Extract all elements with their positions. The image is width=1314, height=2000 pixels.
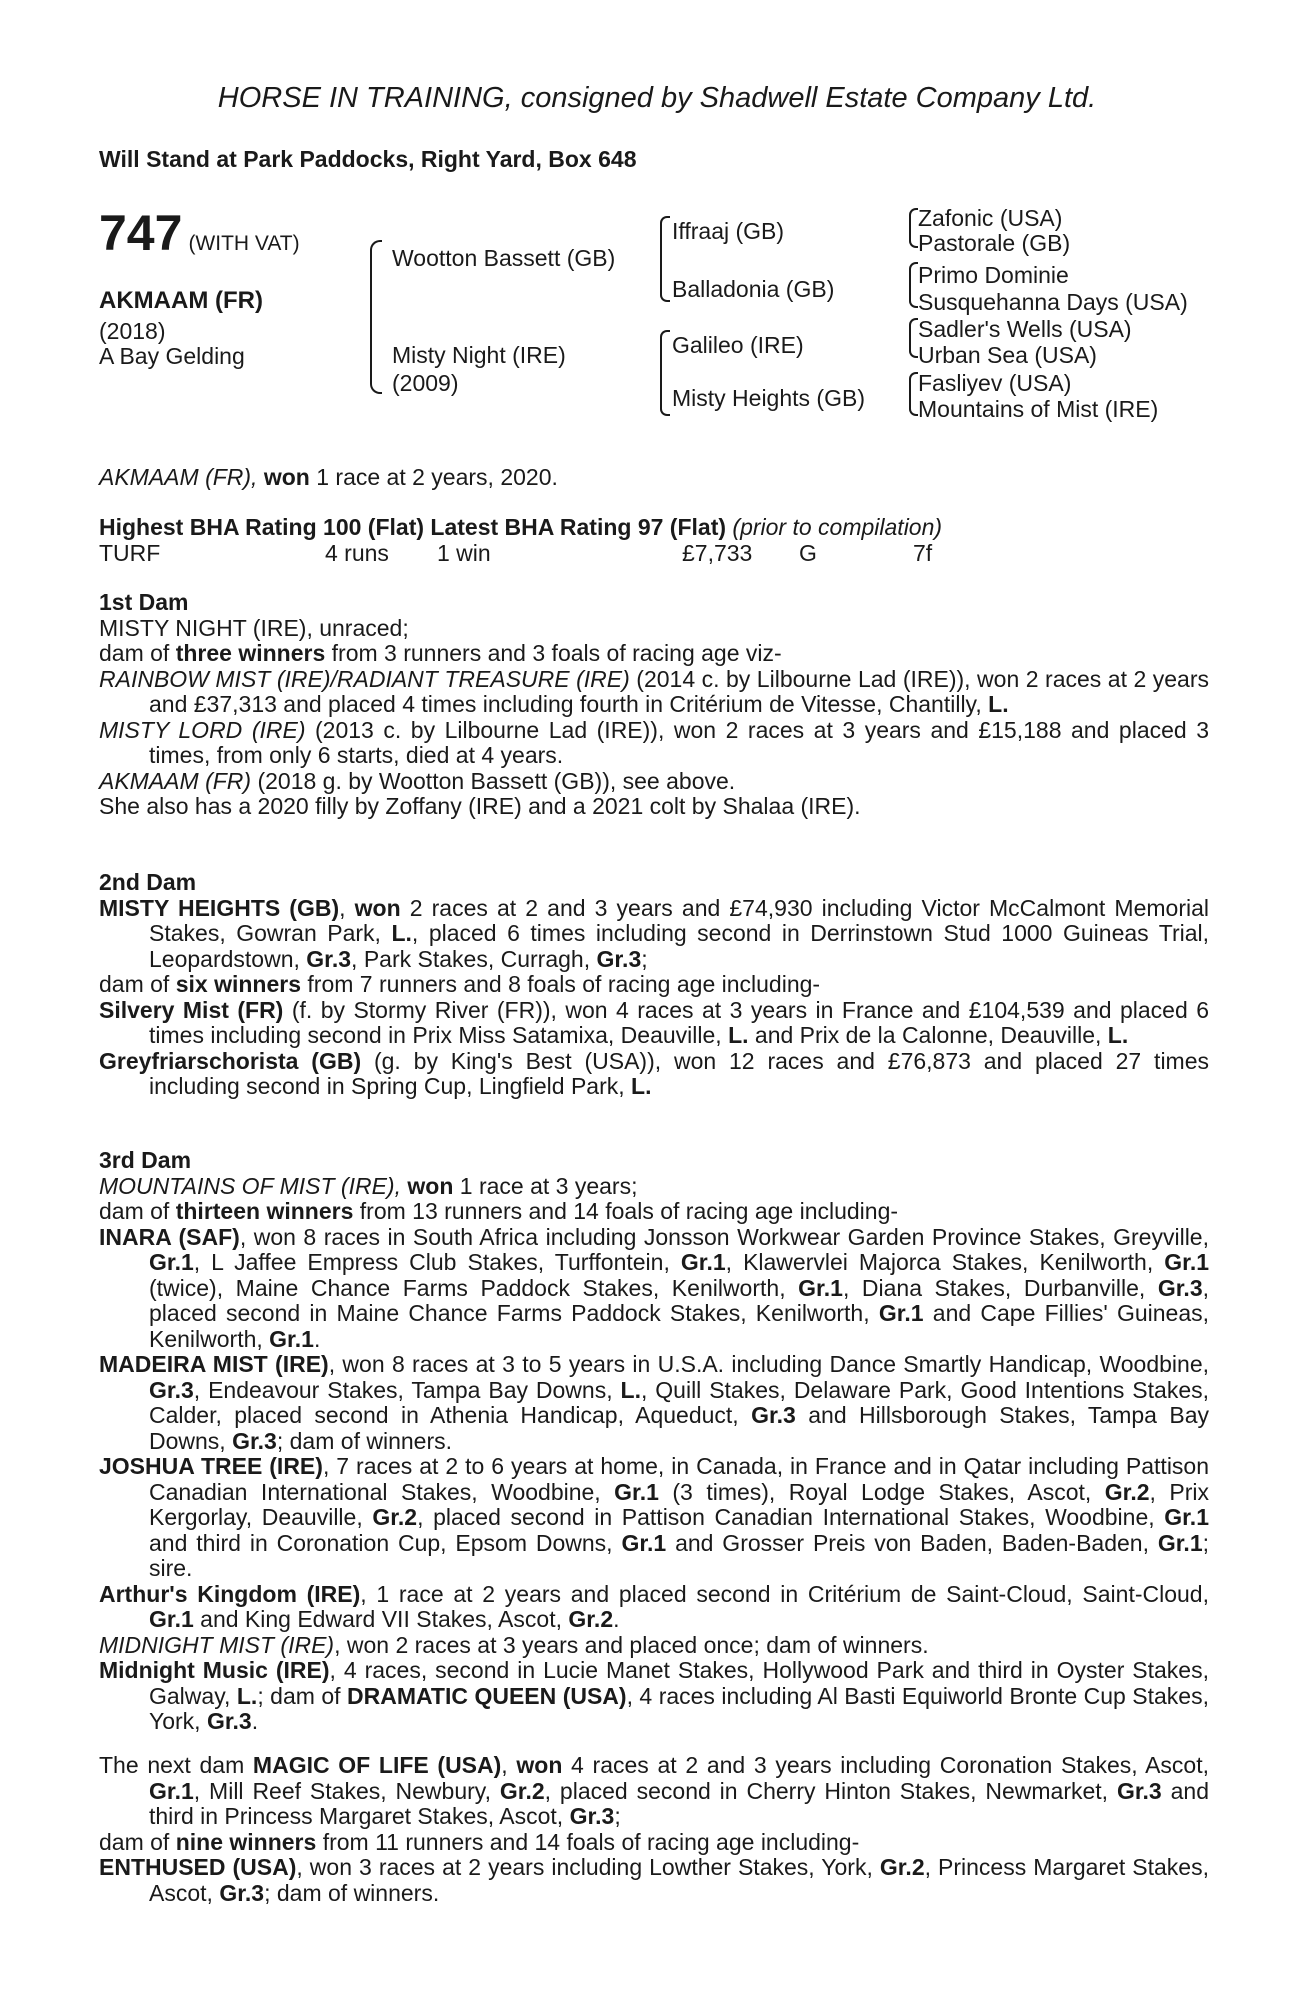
pedigree-brace-4: [909, 372, 918, 416]
text-run: ; dam of winners.: [276, 1427, 452, 1454]
text-run: three winners: [175, 640, 326, 666]
text-run: Gr.1: [1164, 1249, 1210, 1275]
pedigree-sire-sire: Iffraaj (GB): [672, 218, 785, 244]
pedigree-sdd: Susquehanna Days (USA): [918, 289, 1188, 315]
text-run: dam of: [99, 1198, 170, 1224]
paragraph: [99, 1352, 1209, 1454]
text-run: and King Edward VII Stakes, Ascot,: [193, 1606, 562, 1632]
text-run: MIDNIGHT MIST (IRE): [99, 1631, 335, 1658]
text-run: , won 3 races at 2 years including Lowther Stakes, York,: [296, 1854, 873, 1880]
text-run: L.: [236, 1682, 258, 1709]
text-run: Gr.1: [149, 1606, 194, 1632]
text-run: Gr.1: [614, 1478, 659, 1505]
pedigree-brace-main: [370, 240, 382, 394]
text-run: , won 8 races in South Africa including Jonsson Workwear Garden Province Stakes, Greyville,: [239, 1223, 1209, 1250]
turf-record: [99, 540, 999, 566]
turf-record-cell: G: [799, 540, 817, 566]
text-run: , placed 6 times including second in Derrinstown Stud 1000 Guineas Trial, Leopardstown,: [149, 920, 1210, 972]
text-run: , placed second in Maine Chance Farms Paddock Stakes, Kenilworth,: [149, 1274, 1210, 1326]
text-run: Midnight Music (IRE): [99, 1657, 330, 1683]
text-run: MADEIRA MIST (IRE): [99, 1351, 329, 1377]
race-summary: AKMAAM (FR), won 1 race at 2 years, 2020.: [99, 464, 558, 490]
text-run: (g. by King's Best (USA)), won 12 races and £76,873 and placed 27 times including second in Spring Cup, Lingfield Park,: [149, 1047, 1210, 1099]
text-run: ;: [641, 945, 648, 972]
text-run: dam of: [99, 1828, 170, 1855]
text-run: and Hillsborough Stakes, Tampa Bay Downs,: [149, 1402, 1209, 1454]
text-run: Gr.2: [1104, 1478, 1150, 1505]
text-run: from 13 runners and 14 foals of racing age including-: [359, 1198, 899, 1224]
text-run: Gr.2: [568, 1606, 614, 1632]
pedigree-brace-dam: [660, 330, 670, 416]
text-run: and third in Coronation Cup, Epsom Downs,: [149, 1529, 613, 1556]
pedigree-dss: Sadler's Wells (USA): [918, 316, 1132, 342]
text-run: ,: [501, 1752, 508, 1778]
paragraph: [99, 1225, 1209, 1353]
paragraph: [99, 1633, 1209, 1659]
text-run: ENTHUSED (USA): [99, 1854, 297, 1880]
text-run: , won 8 races at 3 to 5 years in U.S.A. including Dance Smartly Handicap, Woodbine,: [328, 1351, 1209, 1377]
paragraph: [99, 1658, 1209, 1735]
paragraph: [99, 1174, 1209, 1200]
consignment-heading: HORSE IN TRAINING, consigned by Shadwell Estate Company Ltd.: [217, 82, 1097, 114]
text-run: 2 races at 2 and 3 years and £74,930 including Victor McCalmont Memorial Stakes, Gowran Park,: [149, 894, 1209, 946]
text-run: RAINBOW MIST (IRE)/RADIANT TREASURE (IRE): [99, 665, 630, 692]
paragraph: [99, 972, 1209, 998]
pedigree-sds: Primo Dominie: [918, 262, 1069, 288]
text-run: nine winners: [175, 1828, 317, 1855]
text-run: and Prix de la Calonne, Deauville,: [754, 1022, 1102, 1048]
text-run: .: [251, 1708, 259, 1734]
text-run: Gr.3: [306, 945, 352, 972]
pedigree-ddd: Mountains of Mist (IRE): [918, 396, 1159, 422]
text-run: , 7 races at 2 to 6 years at home, in Canada, in France and in Qatar including Pattison Canadian International Stakes, Woodbine,: [149, 1453, 1210, 1505]
text-run: MAGIC OF LIFE (USA): [252, 1752, 502, 1778]
text-run: (f. by Stormy River (FR)), won 4 races at 3 years in France and £104,539 and placed 6 times including second in Prix Miss Satamixa, Deauville,: [149, 996, 1210, 1048]
pedigree-dam-sire: Galileo (IRE): [672, 332, 804, 358]
text-run: , Endeavour Stakes, Tampa Bay Downs,: [193, 1376, 613, 1403]
text-run: won: [354, 894, 401, 921]
text-run: L.: [391, 920, 412, 946]
horse-year: (2018): [99, 318, 166, 344]
text-run: Gr.1: [1157, 1529, 1203, 1556]
pedigree-dam-dam: Misty Heights (GB): [672, 385, 865, 411]
pedigree-dsd: Urban Sea (USA): [918, 342, 1097, 368]
text-run: , Klawervlei Majorca Stakes, Kenilworth,: [725, 1249, 1154, 1275]
text-run: , 1 race at 2 years and placed second in Critérium de Saint-Cloud, Saint-Cloud,: [360, 1580, 1209, 1607]
paragraph: [99, 667, 1209, 718]
text-run: (2013 c. by Lilbourne Lad (IRE)), won 2 races at 3 years and £15,188 and placed 3 times, from only 6 starts, died at 4 years.: [149, 716, 1210, 768]
paragraph: [99, 1199, 1209, 1225]
text-run: Gr.3: [569, 1803, 615, 1829]
pedigree-sire: Wootton Bassett (GB): [392, 245, 616, 271]
pedigree-ssd: Pastorale (GB): [918, 230, 1071, 256]
text-run: , Park Stakes, Curragh,: [351, 945, 591, 972]
second-dam-section: [99, 870, 1209, 1100]
text-run: Silvery Mist (FR): [99, 996, 284, 1023]
text-run: Gr.1: [621, 1529, 667, 1556]
third-dam-title: 3rd Dam: [99, 1147, 192, 1173]
text-run: INARA (SAF): [99, 1223, 240, 1250]
text-run: Arthur's Kingdom (IRE): [99, 1580, 361, 1607]
text-run: , placed second in Cherry Hinton Stakes, Newmarket,: [544, 1777, 1109, 1804]
text-run: JOSHUA TREE (IRE): [99, 1453, 323, 1479]
text-run: and Cape Fillies' Guineas, Kenilworth,: [149, 1300, 1210, 1352]
pedigree-sss: Zafonic (USA): [918, 205, 1063, 231]
text-run: dam of: [99, 971, 170, 997]
text-run: Gr.1: [269, 1325, 314, 1352]
lot-number-block: [99, 204, 300, 262]
text-run: from 7 runners and 8 foals of racing age including-: [307, 971, 821, 997]
text-run: ,: [339, 894, 355, 921]
text-run: Gr.3: [232, 1427, 277, 1454]
text-run: , Diana Stakes, Durbanville,: [842, 1274, 1146, 1301]
text-run: from 3 runners and 3 foals of racing age viz-: [331, 640, 782, 666]
first-dam-title: 1st Dam: [99, 589, 189, 615]
turf-record-cell: £7,733: [682, 540, 753, 566]
text-run: , Princess Margaret Stakes, Ascot,: [149, 1854, 1209, 1906]
text-run: MISTY LORD (IRE): [99, 716, 306, 743]
next-dam-section: [99, 1753, 1209, 1906]
text-run: , Mill Reef Stakes, Newbury,: [193, 1777, 491, 1804]
text-run: Gr.3: [219, 1879, 265, 1906]
text-run: AKMAAM (FR): [99, 767, 252, 794]
text-run: Gr.3: [1116, 1777, 1162, 1804]
text-run: Gr.1: [878, 1300, 924, 1326]
text-run: Gr.1: [798, 1274, 843, 1301]
text-run: 1 race at 3 years;: [459, 1172, 638, 1199]
text-run: (3 times), Royal Lodge Stakes, Ascot,: [658, 1478, 1092, 1505]
text-run: MISTY HEIGHTS (GB): [99, 894, 340, 921]
text-run: and third in Princess Margaret Stakes, Ascot,: [149, 1777, 1210, 1829]
text-run: The next dam: [99, 1752, 245, 1778]
text-run: , L Jaffee Empress Club Stakes, Turffontein,: [193, 1249, 670, 1275]
text-run: ;: [614, 1803, 621, 1829]
text-run: Gr.1: [1164, 1504, 1209, 1530]
text-run: from 11 runners and 14 foals of racing age including-: [322, 1828, 860, 1855]
text-run: (2018 g. by Wootton Bassett (GB)), see above.: [257, 767, 736, 794]
text-run: ; dam of winners.: [264, 1879, 440, 1906]
stand-location: Will Stand at Park Paddocks, Right Yard, Box 648: [99, 146, 637, 172]
text-run: Gr.2: [879, 1854, 925, 1880]
horse-description: A Bay Gelding: [99, 343, 245, 369]
text-run: .: [613, 1606, 620, 1632]
text-run: Gr.2: [372, 1504, 418, 1530]
text-run: Gr.1: [149, 1249, 194, 1275]
vat-note: (WITH VAT): [188, 232, 300, 255]
pedigree-brace-sire: [660, 216, 670, 302]
text-run: L.: [1107, 1022, 1129, 1048]
text-run: Greyfriarschorista (GB): [99, 1047, 362, 1074]
text-run: , 4 races, second in Lucie Manet Stakes, Hollywood Park and third in Oyster Stakes, Galway,: [149, 1657, 1209, 1709]
text-run: , 4 races including Al Basti Equiworld Bronte Cup Stakes, York,: [149, 1682, 1209, 1734]
text-run: (twice), Maine Chance Farms Paddock Stakes, Kenilworth,: [149, 1274, 786, 1301]
first-dam-section: 1st Dam MISTY NIGHT (IRE), unraced; dam of three winners from 3 runners and 3 foals of racing age viz- RAINBOW MIST (IRE)/RADIANT TREASURE (IRE) (2014 c. by Lilbourne Lad (IRE)), won 2 races at 2 years and £37,313 and placed 4 times including fourth in Critérium de Vitesse, Chantilly, L. MISTY LORD (IRE) (2013 c. by Lilbourne Lad (IRE)), won 2 races at 3 years and £15,188 and placed 3 times, from only 6 starts, died at 4 years. AKMAAM (FR) (2018 g. by Wootton Bassett (GB)), see above. She also has a 2020 filly by Zoffany (IRE) and a 2021 colt by Shalaa (IRE).: [99, 589, 1210, 819]
text-run: ; dam of: [257, 1682, 341, 1709]
pedigree-brace-3: [909, 318, 918, 358]
text-run: , won 2 races at 3 years and placed once; dam of winners.: [334, 1631, 929, 1658]
paragraph: [99, 1753, 1209, 1830]
text-run: , Quill Stakes, Delaware Park, Good Intentions Stakes, Calder, placed second in Athenia Handicap, Aqueduct,: [149, 1376, 1209, 1428]
paragraph: [99, 641, 1209, 667]
second-dam-title: 2nd Dam: [99, 869, 197, 895]
turf-record-cell: 7f: [913, 540, 933, 566]
pedigree-sire-dam: Balladonia (GB): [672, 276, 835, 302]
text-run: Gr.3: [751, 1402, 796, 1428]
text-run: , Prix Kergorlay, Deauville,: [149, 1478, 1209, 1530]
paragraph: [99, 896, 1209, 973]
pedigree-brace-2: [909, 262, 918, 308]
text-run: Gr.3: [596, 945, 642, 972]
paragraph: [99, 769, 1209, 795]
pedigree-brace-1: [909, 208, 918, 248]
text-run: DRAMATIC QUEEN (USA): [347, 1682, 627, 1709]
text-run: and Grosser Preis von Baden, Baden-Baden,: [666, 1529, 1149, 1556]
text-run: Gr.3: [1157, 1274, 1203, 1301]
paragraph: [99, 1855, 1209, 1906]
pedigree-dam: Misty Night (IRE): [392, 342, 566, 368]
third-dam-section: [99, 1148, 1209, 1735]
text-run: L.: [631, 1073, 652, 1099]
text-run: six winners: [175, 971, 301, 997]
text-run: , placed second in Pattison Canadian International Stakes, Woodbine,: [417, 1504, 1155, 1530]
turf-record-cell: 4 runs: [325, 540, 389, 566]
text-run: Gr.3: [149, 1376, 194, 1403]
pedigree-dds: Fasliyev (USA): [918, 370, 1072, 396]
text-run: Gr.2: [499, 1777, 545, 1804]
text-run: dam of: [99, 640, 170, 666]
text-run: (2014 c. by Lilbourne Lad (IRE)), won 2 races at 2 years and £37,313 and placed 4 times including fourth in Critérium de Vitesse, Chantilly,: [149, 665, 1210, 717]
text-run: won: [407, 1172, 454, 1199]
text-run: L.: [728, 1022, 749, 1048]
text-run: L.: [988, 691, 1009, 717]
turf-record-cell: TURF: [99, 540, 161, 566]
text-run: Gr.3: [206, 1708, 252, 1734]
text-run: Gr.1: [680, 1249, 726, 1275]
text-run: L.: [620, 1376, 641, 1403]
horse-name: AKMAAM (FR): [99, 287, 263, 314]
bha-rating-line: Highest BHA Rating 100 (Flat) Latest BHA Rating 97 (Flat) (prior to compilation): [99, 514, 943, 540]
text-run: MOUNTAINS OF MIST (IRE),: [99, 1172, 401, 1199]
lot-number: 747: [99, 205, 183, 261]
paragraph: [99, 1582, 1209, 1633]
paragraph: [99, 998, 1209, 1049]
text-run: .: [313, 1325, 321, 1352]
paragraph: [99, 1830, 1209, 1856]
paragraph: [99, 1454, 1209, 1582]
text-run: ; sire.: [149, 1529, 1210, 1581]
paragraph: [99, 718, 1209, 769]
text-run: thirteen winners: [175, 1198, 354, 1224]
text-run: won: [516, 1752, 563, 1778]
paragraph: [99, 1049, 1209, 1100]
text-run: Gr.1: [149, 1777, 194, 1804]
text-run: 4 races at 2 and 3 years including Coronation Stakes, Ascot,: [562, 1752, 1209, 1778]
turf-record-cell: 1 win: [437, 540, 491, 566]
pedigree-dam-year: (2009): [392, 370, 459, 396]
